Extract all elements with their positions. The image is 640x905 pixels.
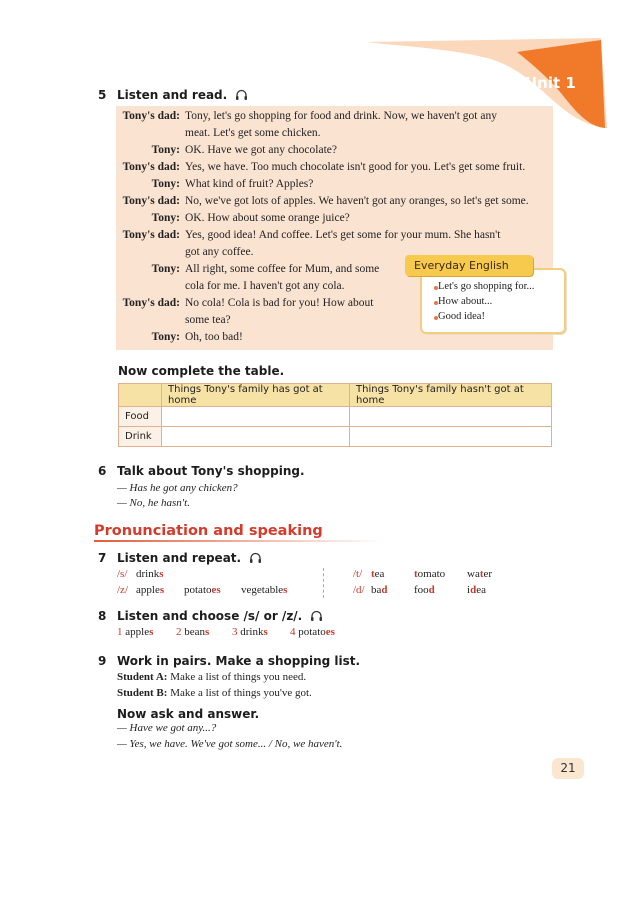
table-instruction: Now complete the table. [118,364,285,378]
dialogue-speaker: Tony: [151,144,180,156]
dialogue-speaker: Tony's dad: [122,229,180,241]
dialogue-speaker: Tony: [151,331,180,343]
word-food: food [414,584,435,596]
everyday-english-item: Let's go shopping for... [438,281,535,292]
dialogue-text: OK. Have we got any chocolate? [185,144,337,156]
word-vegetables: vegetables [241,584,288,596]
table-header-cell: Things Tony's family has got at home [162,384,350,407]
dialogue-text: got any coffee. [185,246,254,258]
phoneme-s: /s/ [117,568,128,580]
dialogue-text: Yes, good idea! And coffee. Let's get some for your mum. She hasn't [185,229,501,241]
heading-underline [94,539,384,545]
example-line: — Yes, we have. We've got some... / No, we haven't. [117,738,343,750]
word-apples: apples [136,584,165,596]
unit-label: Unit 1 [525,74,576,92]
table-cell[interactable] [162,407,350,427]
dialogue-text: No cola! Cola is bad for you! How about [185,297,374,309]
section-9-title: Work in pairs. Make a shopping list. [117,654,361,668]
section-5-title: Listen and read. [117,88,248,102]
choice-item[interactable]: 3 drinks [232,626,268,638]
table-header-row [119,384,552,407]
table-header-cell: Things Tony's family hasn't got at home [350,384,552,407]
section-6-number: 6 [98,464,107,478]
dialogue-speaker: Tony: [151,178,180,190]
dialogue-text: OK. How about some orange juice? [185,212,350,224]
word-idea: idea [467,584,486,596]
word-tomato: tomato [414,568,446,580]
everyday-english-item: Good idea! [438,311,485,322]
section-7-number: 7 [98,551,107,565]
table-row-label: Food [119,407,162,427]
choice-item[interactable]: 4 potatoes [290,626,335,638]
dialogue-speaker: Tony's dad: [122,297,180,309]
headphones-icon[interactable] [310,610,323,622]
dialogue-text: meat. Let's get some chicken. [185,127,321,139]
dialogue-speaker: Tony's dad: [122,110,180,122]
dialogue-text: No, we've got lots of apples. We haven't got any oranges, so let's get some. [185,195,529,207]
headphones-icon[interactable] [249,552,262,564]
student-a-line: Student A: Make a list of things you need. [117,671,307,683]
choice-item[interactable]: 1 apples [117,626,154,638]
word-tea: tea [371,568,385,580]
word-bad: bad [371,584,388,596]
section-7-title: Listen and repeat. [117,551,262,565]
divider [323,568,324,598]
phoneme-d: /d/ [353,584,365,596]
shopping-table [118,383,552,447]
pronunciation-heading: Pronunciation and speaking [94,523,323,539]
example-line: — Have we got any...? [117,722,217,734]
dialogue-speaker: Tony's dad: [122,195,180,207]
section-8-title: Listen and choose /s/ or /z/. [117,609,323,623]
word-water: water [467,568,493,580]
dialogue-speaker: Tony's dad: [122,161,180,173]
dialogue-text: Tony, let's go shopping for food and drink. Now, we haven't got any [185,110,497,122]
everyday-english-item: How about... [438,296,493,307]
word-potatoes: potatoes [184,584,221,596]
dialogue-text: What kind of fruit? Apples? [185,178,314,190]
table-row-label: Drink [119,427,162,447]
dialogue-text: cola for me. I haven't got any cola. [185,280,345,292]
table-cell[interactable] [350,407,552,427]
choice-item[interactable]: 2 beans [176,626,210,638]
example-line: — No, he hasn't. [117,497,190,509]
page-number: 21 [552,758,584,779]
section-9-subtitle: Now ask and answer. [117,707,260,721]
table-row [119,407,552,427]
dialogue-text: All right, some coffee for Mum, and some [185,263,380,275]
dialogue-speaker: Tony: [151,263,180,275]
section-6-title: Talk about Tony's shopping. [117,464,305,478]
word-drinks: drinks [136,568,164,580]
dialogue-text: Yes, we have. Too much chocolate isn't good for you. Let's get some fruit. [185,161,526,173]
table-row [119,427,552,447]
table-cell[interactable] [162,427,350,447]
student-b-line: Student B: Make a list of things you've got. [117,687,312,699]
dialogue-text: some tea? [185,314,231,326]
headphones-icon[interactable] [235,89,248,101]
example-line: — Has he got any chicken? [117,482,238,494]
section-8-number: 8 [98,609,107,623]
dialogue-speaker: Tony: [151,212,180,224]
phoneme-z: /z/ [117,584,128,596]
table-cell[interactable] [350,427,552,447]
dialogue-text: Oh, too bad! [185,331,243,343]
table-header-cell [119,384,162,407]
phoneme-t: /t/ [353,568,363,580]
section-9-number: 9 [98,654,107,668]
everyday-english-title: Everyday English [405,255,533,276]
section-5-number: 5 [98,88,107,102]
